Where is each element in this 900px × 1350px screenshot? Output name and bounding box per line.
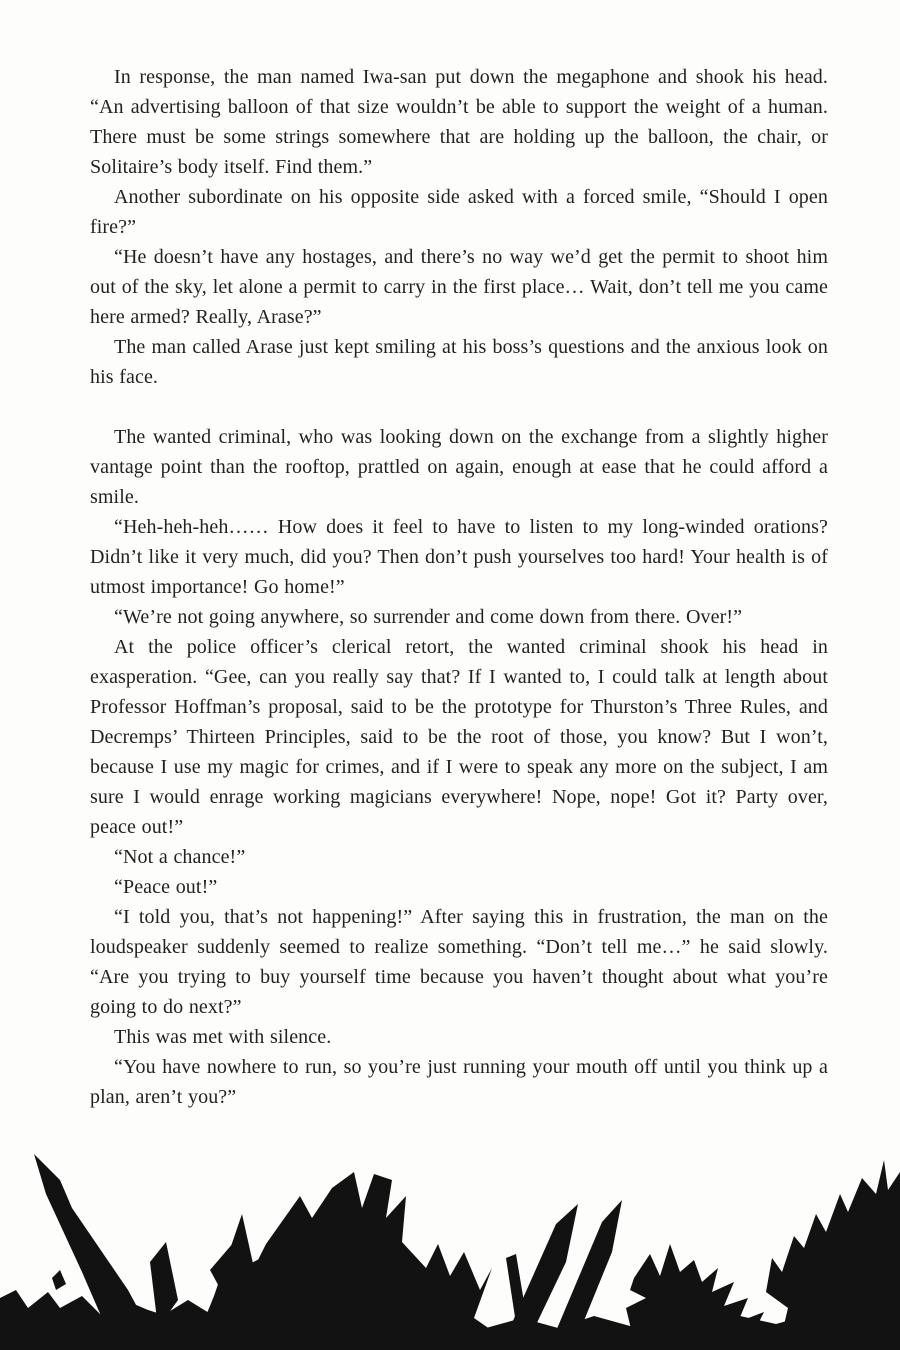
paragraph: “Not a chance!” — [114, 846, 246, 868]
paragraph: Another subordinate on his opposite side asked with a forced smile, “Should I open fire?” — [90, 186, 828, 238]
shattered-debris-illustration — [0, 1150, 900, 1350]
paragraph: “You have nowhere to run, so you’re just running your mouth off until you think up a plan, aren’t you?” — [90, 1056, 828, 1108]
paragraph: “Heh-heh-heh…… How does it feel to have to listen to my long-winded orations? Didn’t like it very much, did you? Then don’t push yourselves too hard! Your health is of utmost importance! Go home!” — [90, 516, 828, 598]
paragraph: At the police officer’s clerical retort, the wanted criminal shook his head in exasperation. “Gee, can you really say that? If I wanted to, I could talk at length about Professor Hoffman’s proposal, said to be the prototype for Thurston’s Three Rules, and Decremps’ Thirteen Principles, said to be the root of those, you know? But I won’t, because I use my magic for crimes, and if I were to speak any more on the subject, I am sure I would enrage working magicians everywhere! Nope, nope! Got it? Party over, peace out!” — [90, 636, 828, 838]
text-block — [90, 62, 828, 1112]
paragraph: The man called Arase just kept smiling at his boss’s questions and the anxious look on his face. — [90, 336, 828, 388]
paragraph: “We’re not going anywhere, so surrender and come down from there. Over!” — [114, 606, 743, 628]
paragraph: In response, the man named Iwa-san put down the megaphone and shook his head. “An advertising balloon of that size wouldn’t be able to support the weight of a human. There must be some strings somewhere that are holding up the balloon, the chair, or Solitaire’s body itself. Find them.” — [90, 66, 828, 178]
paragraph: “He doesn’t have any hostages, and there’s no way we’d get the permit to shoot him out of the sky, let alone a permit to carry in the first place… Wait, don’t tell me you came here armed? Really, Arase?” — [90, 246, 828, 328]
scene-break — [90, 392, 828, 422]
paragraph: The wanted criminal, who was looking down on the exchange from a slightly higher vantage point than the rooftop, prattled on again, enough at ease that he could afford a smile. — [90, 426, 828, 508]
paragraph: This was met with silence. — [114, 1026, 332, 1048]
paragraph: “Peace out!” — [114, 876, 218, 898]
paragraph: “I told you, that’s not happening!” After saying this in frustration, the man on the loudspeaker suddenly seemed to realize something. “Don’t tell me…” he said slowly. “Are you trying to buy yourself time because you haven’t thought about what you’re going to do next?” — [90, 906, 828, 1018]
